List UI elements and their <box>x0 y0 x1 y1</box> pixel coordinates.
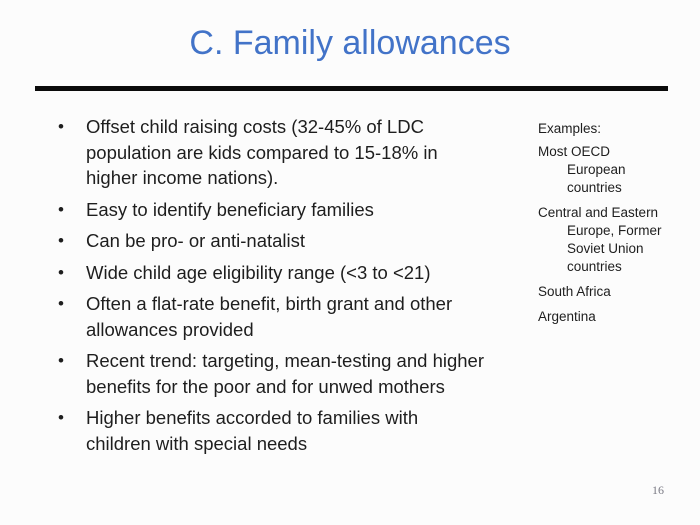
example-line: Europe, Former <box>567 223 662 238</box>
bullet-list <box>57 114 487 462</box>
bullet-marker-icon: • <box>58 199 64 219</box>
page-number: 16 <box>652 483 664 497</box>
title-divider <box>35 86 668 91</box>
bullet-text: Recent trend: targeting, mean-testing and higher benefits for the poor and for unwed mothers <box>86 350 484 397</box>
bullet-item <box>57 291 487 342</box>
bullet-item <box>57 197 487 223</box>
example-item <box>538 143 698 197</box>
bullet-item <box>57 405 487 456</box>
examples-list <box>538 143 698 326</box>
examples-heading: Examples: <box>538 121 602 136</box>
bullet-marker-icon: • <box>58 262 64 282</box>
example-line: countries <box>567 180 622 195</box>
bullet-text: Easy to identify beneficiary families <box>86 198 374 220</box>
example-item <box>538 308 698 326</box>
example-line: South Africa <box>538 284 611 299</box>
bullet-item <box>57 348 487 399</box>
bullet-text: Often a flat-rate benefit, birth grant and other allowances provided <box>86 293 453 340</box>
example-line: Most OECD <box>538 144 611 159</box>
bullet-item <box>57 228 487 254</box>
examples-panel <box>538 120 698 333</box>
bullet-text: Offset child raising costs (32-45% of LDC population are kids compared to 15-18% in higher income nations). <box>86 116 438 188</box>
example-line: European <box>567 162 626 177</box>
bullet-item <box>57 114 487 191</box>
example-line: Soviet Union <box>567 241 644 256</box>
bullet-marker-icon: • <box>58 117 64 136</box>
example-line: Central and Eastern <box>538 205 659 220</box>
bullet-text: Wide child age eligibility range (<3 to <21) <box>86 261 431 283</box>
example-line: Argentina <box>538 309 596 324</box>
bullet-marker-icon: • <box>58 408 64 427</box>
slide-title: C. Family allowances <box>189 24 511 62</box>
example-item <box>538 204 698 276</box>
bullet-marker-icon: • <box>58 231 64 250</box>
bullet-text: Higher benefits accorded to families with children with special needs <box>86 407 419 454</box>
example-item <box>538 283 698 301</box>
bullet-marker-icon: • <box>58 294 64 313</box>
bullet-text: Can be pro- or anti-natalist <box>86 230 306 251</box>
bullet-item <box>57 260 487 286</box>
example-line: countries <box>567 259 622 274</box>
bullet-marker-icon: • <box>58 351 64 370</box>
